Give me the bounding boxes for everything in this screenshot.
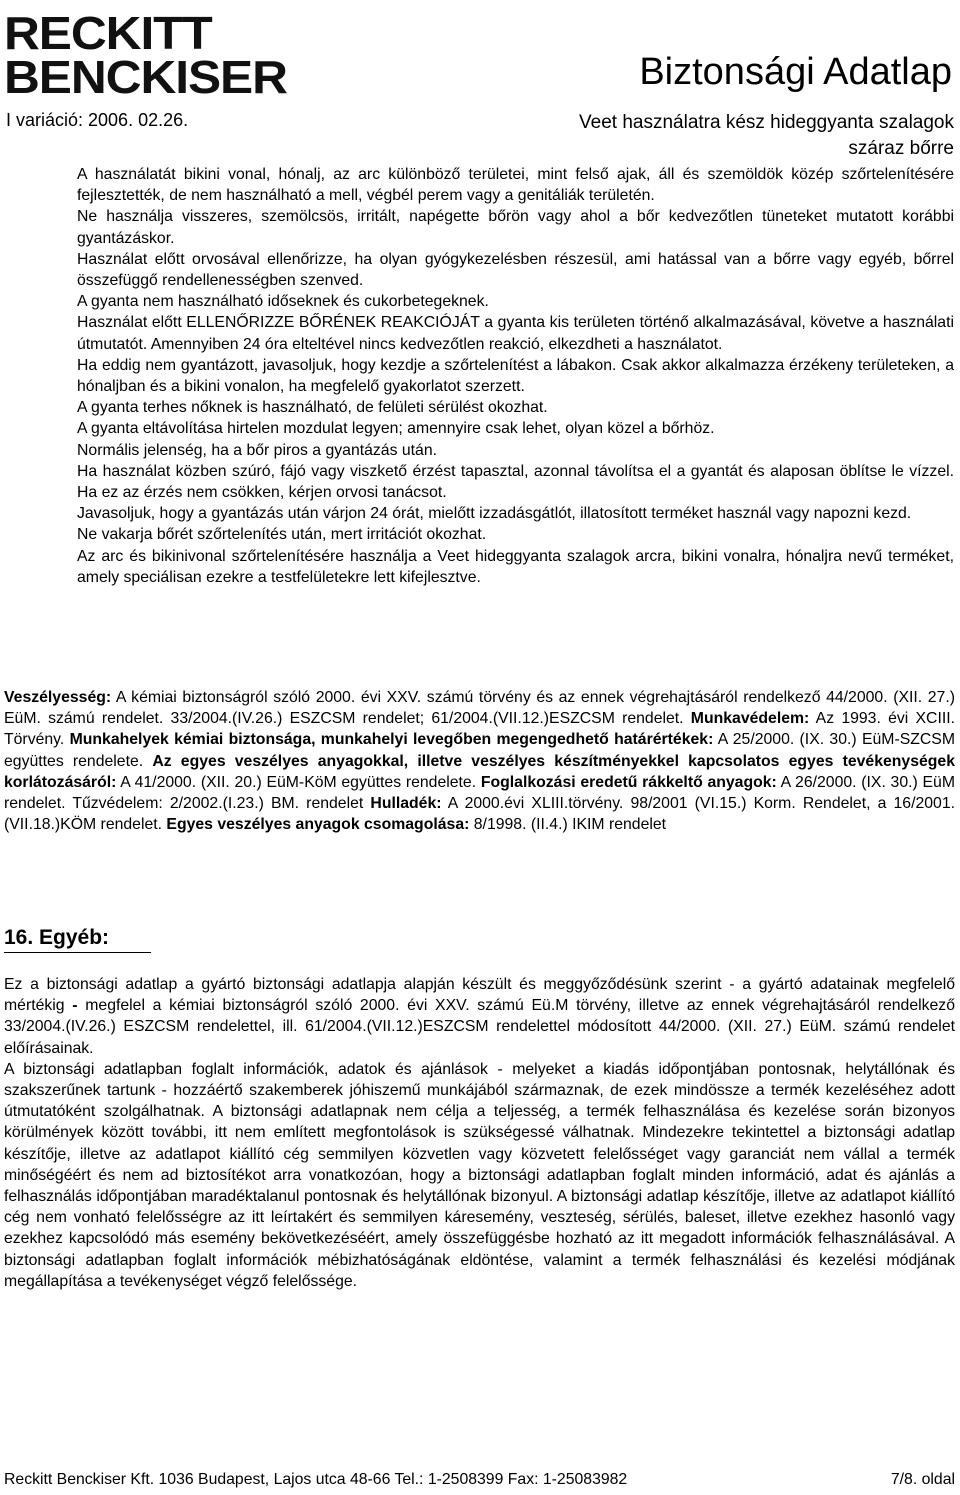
- section-title: 16. Egyéb:: [4, 926, 110, 949]
- text-workplace-chemical: A 25/2000. (IX. 30.) EüM-SZCSM együttes rendelete.: [4, 731, 955, 770]
- label-restrictions: Az egyes veszélyes anyagokkal, illetve veszélyes készítményekkel kapcsolatos egyes tevékenységek korlátozásáról:: [4, 752, 955, 791]
- logo-line-2: BENCKISER: [4, 51, 287, 103]
- usage-paragraph: Ne vakarja bőrét szőrtelenítés után, mert irritációt okozhat.: [77, 526, 487, 544]
- usage-paragraph: A gyanta nem használható időseknek és cukorbetegeknek.: [77, 293, 489, 311]
- disclaimer-paragraph-1: [4, 974, 955, 1059]
- label-carcinogens: Foglalkozási eredetű rákkeltő anyagok:: [480, 773, 777, 791]
- usage-paragraph: Ha eddig nem gyantázott, javasoljuk, hogy kezdje a szőrtelenítést a lábakon. Csak akkor alkalmazza érzékeny területeken, a hónaljban és a bikini vonalon, ha megfelelő gyakorlatot szerzett.: [77, 356, 954, 396]
- section-underline: [4, 952, 151, 953]
- product-line-1: Veet használatra kész hideggyanta szalagok: [579, 112, 954, 133]
- other-information: [4, 974, 955, 1292]
- text-waste: A 2000.évi XLIII.törvény. 98/2001 (VI.15.) Korm. Rendelet, a 16/2001.(VII.18.)KÖM rendelet.: [4, 795, 956, 834]
- usage-instructions: [77, 164, 954, 588]
- regulations-paragraph: [4, 687, 955, 835]
- footer-page-number: 7/8. oldal: [890, 1471, 955, 1488]
- footer-company: Reckitt Benckiser Kft. 1036 Budapest, Lajos utca 48-66 Tel.: 1-2508399 Fax: 1-25083982: [4, 1471, 628, 1488]
- text-restrictions: A 41/2000. (XII. 20.) EüM-KöM együttes rendelete.: [116, 773, 481, 791]
- usage-paragraph: Ne használja visszeres, szemölcsös, irritált, napégette bőrön vagy ahol a bőr kedvezőtlen tüneteket mutatott korábbi gyantázáskor.: [77, 208, 954, 247]
- logo-line-1: RECKITT: [4, 7, 212, 59]
- text-dash: -: [72, 997, 78, 1015]
- text-work-safety: Az 1993. évi XCIII. Törvény.: [4, 710, 956, 749]
- label-waste: Hulladék:: [370, 795, 442, 813]
- regulations-block: [4, 687, 955, 835]
- text-part: Ez a biztonsági adatlap a gyártó biztonsági adatlapja alapján készült és meggyőződésünk szerint - a gyártó adatainak megfelelő mértékig: [4, 976, 955, 1015]
- text-packaging: 8/1998. (II.4.) IKIM rendelet: [469, 816, 667, 834]
- usage-paragraph: Használat előtt orvosával ellenőrizze, ha olyan gyógykezelésben részesül, ami hatással van a bőrre vagy egyéb, bőrrel összefüggő rendellenességben szenved.: [77, 250, 954, 290]
- usage-paragraph: Normális jelenség, ha a bőr piros a gyantázás után.: [77, 441, 438, 459]
- section-heading: [4, 926, 109, 950]
- product-name: [354, 110, 954, 162]
- text-hazard: A kémiai biztonságról szóló 2000. évi XXV. számú törvény és az ennek végrehajtásáról rendelkező 44/2000. (XII. 27.) EüM. számú rendelet. 33/2004.(IV.26.) ESZCSM rendelet; 61/2004.(VII.12.)ESZCSM rendelet.: [4, 689, 955, 728]
- text-carcinogens: A 26/2000. (IX. 30.) EüM rendelet. Tűzvédelem: 2/2002.(I.23.) BM. rendelet: [4, 773, 955, 813]
- usage-paragraph: Javasoljuk, hogy a gyantázás után várjon 24 órát, mielőtt izzadásgátlót, illatosított terméket használ vagy napozni kezd.: [77, 505, 912, 523]
- page-footer: [4, 1470, 955, 1490]
- usage-paragraph: Az arc és bikinivonal szőrtelenítésére használja a Veet hideggyanta szalagok arcra, bikini vonalra, hónaljra nevű terméket, amely speciálisan ezekre a testfelületekre lett kifejlesztve.: [77, 547, 954, 586]
- label-workplace-chemical: Munkahelyek kémiai biztonsága, munkahelyi levegőben megengedhető határértékek:: [69, 731, 714, 749]
- label-packaging: Egyes veszélyes anyagok csomagolása:: [166, 816, 470, 834]
- version-date: I variáció: 2006. 02.26.: [6, 110, 189, 130]
- label-hazard: Veszélyesség:: [4, 689, 112, 706]
- usage-paragraph: A használatát bikini vonal, hónalj, az arc különböző területei, mint felső ajak, áll és szemöldök közép szőrtelenítésére fejlesztették, de nem használható a mell, végbél perem vagy a genitáliák területén.: [77, 166, 954, 205]
- usage-paragraph: A gyanta eltávolítása hirtelen mozdulat legyen; amennyire csak lehet, olyan közel a bőrhöz.: [77, 420, 715, 438]
- product-line-2: száraz bőrre: [848, 138, 954, 159]
- usage-paragraph: Ha használat közben szúró, fájó vagy viszkető érzést tapasztal, azonnal távolítsa el a gyantát és alaposan öblítse le vízzel. Ha ez az érzés nem csökken, kérjen orvosi tanácsot.: [77, 462, 954, 502]
- usage-paragraph: A gyanta terhes nőknek is használható, de felületi sérülést okozhat.: [77, 399, 548, 417]
- company-logo: [4, 6, 294, 106]
- disclaimer-paragraph-2: A biztonsági adatlapban foglalt információk, adatok és ajánlások - melyeket a kiadás időpontjában pontosnak, helytállónak és szakszerűnek tartunk - hozzáértő szakemberek jóhiszemű munkájából származnak, de ezek mindössze a termék kezeléséhez adott útmutatóként szolgálhatnak. A biztonsági adatlapnak nem célja a teljesség, a termék felhasználása és kezelése során bizonyos körülmények között további, itt nem említett megfontolások is szükségessé válhatnak. Mindezekre tekintettel a biztonsági adatlap készítője, illetve az adatlapot kiállító cég semmilyen közvetlen vagy közvetett felelősséget vagy garanciát nem vállal a termék minőségéért és nem ad biztosítékot arra vonatkozóan, hogy a biztonsági adatlapban foglalt minden információ, adat és ajánlás a felhasználás időpontjában maradéktalanul pontosnak és helytállónak bizonyul. A biztonsági adatlap készítője, illetve az adatlapot kiállító cég nem vonható felelősségre az itt leírtakért és semmilyen káresemény, veszteség, sérülés, baleset, illetve ezekhez hasonló vagy ezekhez kapcsolódó más esemény bekövetkezéséért, amely összefüggésbe hozható az itt megadott információk felhasználásával. A biztonsági adatlapban foglalt információk mébizhatóságának eldöntése, valamint a termék felhasználási és kezelési módjának megállapítása a tevékenységet végző felelőssége.: [4, 1060, 955, 1290]
- label-work-safety: Munkavédelem:: [690, 710, 810, 728]
- document-title: Biztonsági Adatlap: [639, 51, 952, 93]
- text-part: megfelel a kémiai biztonságról szóló 2000. évi XXV. számú Eü.M törvény, illetve az ennek végrehajtásáról rendelkező 33/2004.(IV.26.) ESZCSM rendelettel, ill. 61/2004.(VII.12.)ESZCSM rendelettel módosított 44/2000. (XII. 27.) EüM. számú rendelet előírásainak.: [4, 997, 955, 1057]
- usage-paragraph: Használat előtt ELLENŐRIZZE BŐRÉNEK REAKCIÓJÁT a gyanta kis területen történő alkalmazásával, követve a használati útmutatót. Amennyiben 24 óra elteltével nincs kedvezőtlen reakció, elkezdheti a használatot.: [77, 314, 954, 353]
